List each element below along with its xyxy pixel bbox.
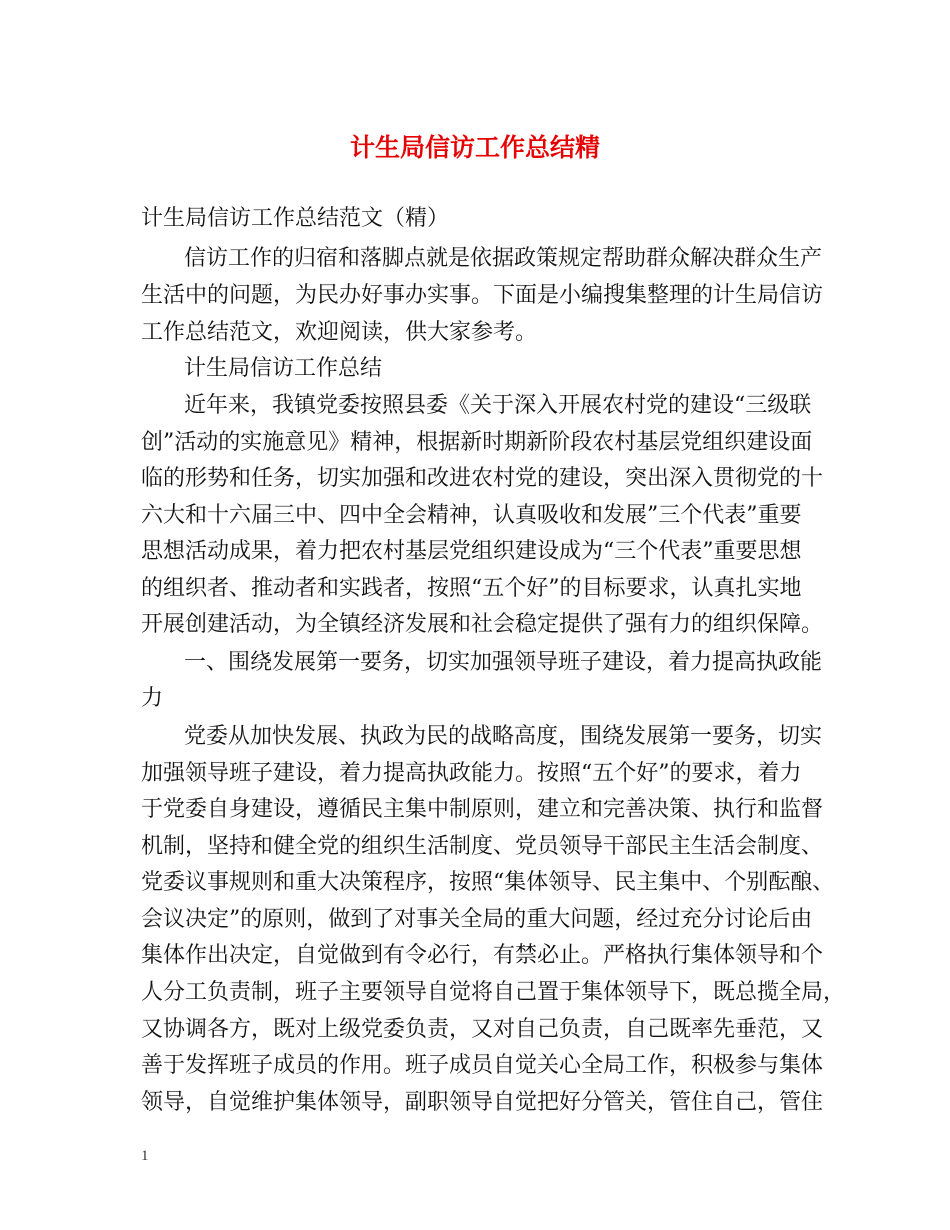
paragraph-line: 近年来，我镇党委按照县委《关于深入开展农村党的建设“三级联 <box>184 393 812 418</box>
section-heading-line: 计生局信访工作总结 <box>184 356 383 381</box>
section-heading-line: 力 <box>141 686 164 711</box>
section-heading-line: 一、围绕发展第一要务，切实加强领导班子建设，着力提高执政能 <box>184 650 823 675</box>
paragraph-line: 党委从加快发展、执政为民的战略高度，围绕发展第一要务，切实 <box>184 724 823 749</box>
paragraph-line: 创”活动的实施意见》精神，根据新时期新阶段农村基层党组织建设面 <box>141 430 813 455</box>
paragraph-line: 会议决定”的原则，做到了对事关全局的重大问题，经过充分讨论后由 <box>141 907 813 932</box>
paragraph-line: 的组织者、推动者和实践者，按照“五个好”的目标要求，认真扎实地 <box>141 576 802 601</box>
subtitle-line: 计生局信访工作总结范文（精） <box>141 206 450 231</box>
paragraph-line: 思想活动成果，着力把农村基层党组织建设成为“三个代表”重要思想 <box>141 539 802 564</box>
paragraph-line: 于党委自身建设，遵循民主集中制原则，建立和完善决策、执行和监督 <box>141 797 824 822</box>
paragraph-line: 加强领导班子建设，着力提高执政能力。按照“五个好”的要求，着力 <box>141 761 802 786</box>
paragraph-line: 开展创建活动，为全镇经济发展和社会稳定提供了强有力的组织保障。 <box>141 612 824 637</box>
paragraph-line: 又协调各方，既对上级党委负责，又对自己负责，自己既率先垂范，又 <box>141 1017 824 1042</box>
paragraph-line: 工作总结范文，欢迎阅读，供大家参考。 <box>141 320 538 345</box>
paragraph-line: 集体作出决定，自觉做到有令必行，有禁必止。严格执行集体领导和个 <box>141 943 824 968</box>
paragraph-line: 信访工作的归宿和落脚点就是依据政策规定帮助群众解决群众生产 <box>184 246 823 271</box>
paragraph-line: 生活中的问题，为民办好事办实事。下面是小编搜集整理的计生局信访 <box>141 283 824 308</box>
paragraph-line: 临的形势和任务，切实加强和改进农村党的建设，突出深入贯彻党的十 <box>141 466 824 491</box>
page-number: 1 <box>141 1148 149 1164</box>
paragraph-line: 人分工负责制，班子主要领导自觉将自己置于集体领导下，既总揽全局， <box>141 980 846 1005</box>
paragraph-line: 领导，自觉维护集体领导，副职领导自觉把好分管关，管住自己，管住 <box>141 1090 824 1115</box>
paragraph-line: 善于发挥班子成员的作用。班子成员自觉关心全局工作，积极参与集体 <box>141 1053 824 1078</box>
paragraph-line: 机制，坚持和健全党的组织生活制度、党员领导干部民主生活会制度、 <box>141 834 824 859</box>
paragraph-line: 党委议事规则和重大决策程序，按照“集体领导、民主集中、个别酝酿、 <box>141 870 835 895</box>
document-title: 计生局信访工作总结精 <box>349 133 600 162</box>
paragraph-line: 六大和十六届三中、四中全会精神，认真吸收和发展”三个代表”重要 <box>141 503 802 528</box>
